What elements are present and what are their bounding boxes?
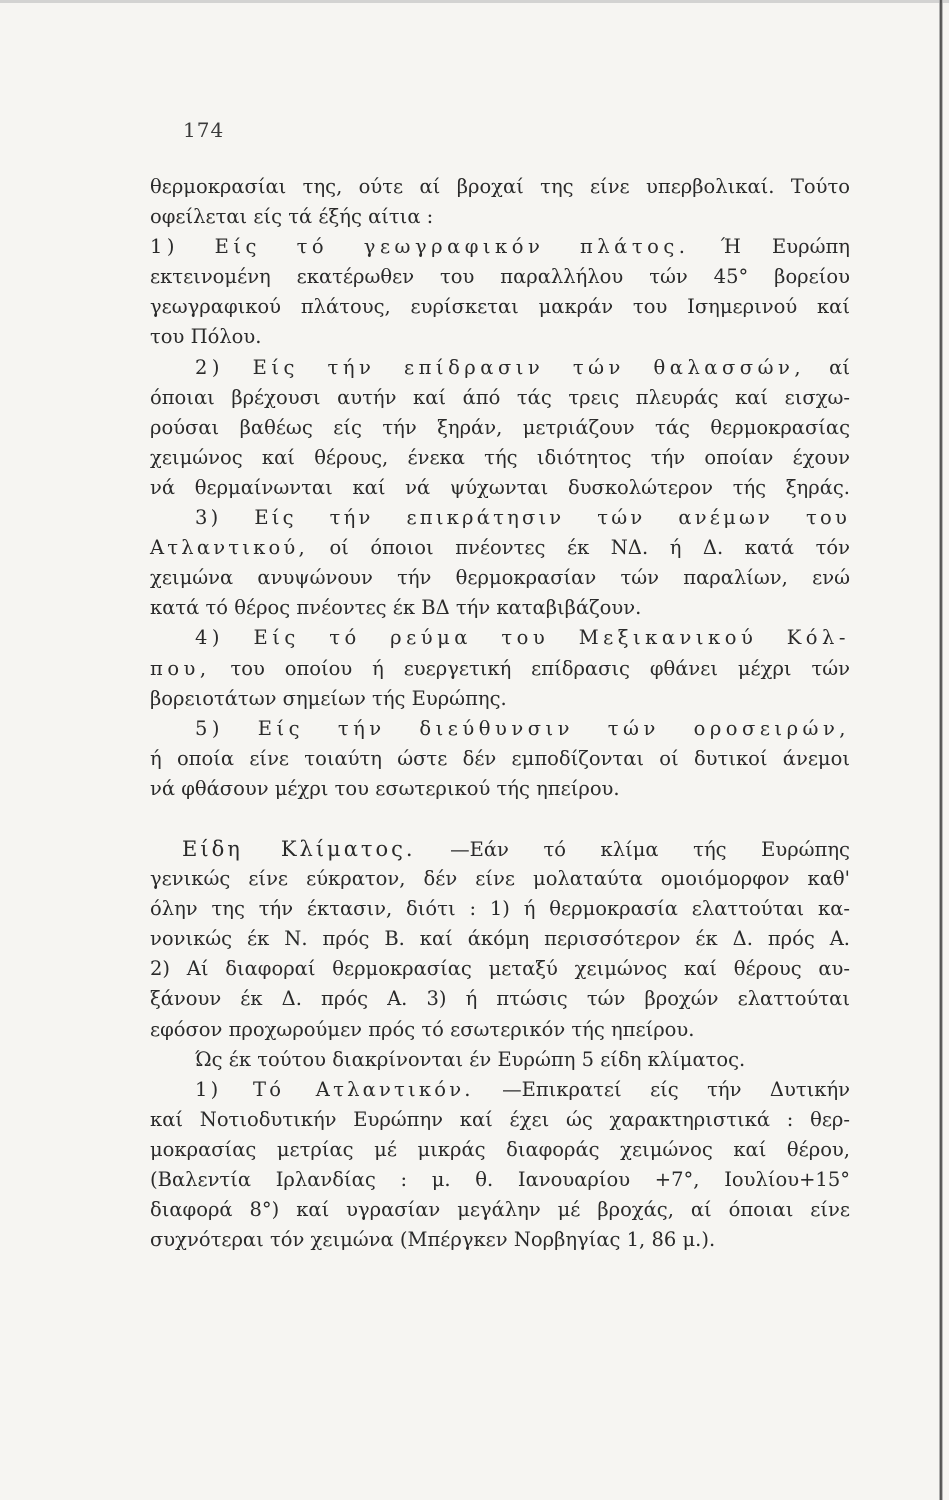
text-line: (Βαλεντία Ιρλανδίας : μ. θ. Ιανουαρίου +7°, Ιουλίου+15° — [150, 1168, 850, 1191]
text-line — [150, 503, 850, 533]
numbered-item-heading: Ατλαντικού, — [150, 536, 308, 560]
text-line: μοκρασίας μετρίας μέ μικράς διαφοράς χειμώνος καί θέρου, — [150, 1137, 850, 1161]
text-fragment: —Εάν τό κλίμα τής Ευρώπης — [450, 837, 850, 861]
numbered-item-heading: 3) Είς τήν επικράτησιν τών ανέμων του — [195, 506, 850, 530]
text-line — [150, 353, 850, 383]
text-line: χειμώνος καί θέρους, ένεκα τής ιδιότητος τήν οποίαν έχουν — [150, 445, 850, 469]
text-line: νά θερμαίνωνται καί νά ψύχωνται δυσκολώτερον τής ξηράς. — [150, 475, 850, 499]
text-line: 2) Αί διαφοραί θερμοκρασίας μεταξύ χειμώνος καί θέρους αυ- — [150, 957, 850, 981]
numbered-item-heading: 2) Είς τήν επίδρασιν τών θαλασσών, — [195, 355, 806, 379]
scan-right-edge — [939, 0, 943, 1500]
text-fragment: αί — [829, 355, 850, 379]
numbered-item-heading: 1) Τό Ατλαντικόν. — [195, 1077, 474, 1101]
text-line: νονικώς έκ Ν. πρός Β. καί άκόμη περισσότερον έκ Δ. πρός Α. — [150, 927, 850, 951]
numbered-item-heading: 4) Είς τό ρεύμα του Μεξικανικού Κόλ- — [195, 626, 850, 650]
text-line: νά φθάσουν μέχρι του εσωτερικού τής ηπείρου. — [150, 776, 620, 800]
text-line: ή οποία είνε τοιαύτη ώστε δέν εμποδίζονται οί δυτικοί άνεμοι — [150, 746, 850, 770]
text-line: γεωγραφικού πλάτους, ευρίσκεται μακράν του Ισημερινού καί — [150, 295, 850, 319]
text-line: Ώς έκ τούτου διακρίνονται έν Ευρώπη 5 είδη κλίματος. — [195, 1047, 746, 1071]
text-line: διαφορά 8°) καί υγρασίαν μεγάλην μέ βροχάς, αί όποιαι είνε — [150, 1198, 850, 1222]
section-heading: Είδη Κλίματος. — [182, 836, 416, 861]
text-line — [150, 834, 850, 864]
text-line: γενικώς είνε εύκρατον, δέν είνε μολαταύτα ομοιόμορφον καθ' — [150, 867, 850, 891]
text-line: ρούσαι βαθέως είς τήν ξηράν, μετριάζουν τάς θερμοκρασίας — [150, 415, 850, 439]
scan-top-edge — [0, 0, 949, 3]
text-line — [150, 1075, 850, 1105]
text-line: εκτεινομένη εκατέρωθεν του παραλλήλου τών 45° βορείου — [150, 265, 850, 289]
text-line: βορειοτάτων σημείων τής Ευρώπης. — [150, 686, 507, 710]
text-fragment: —Επικρατεί είς τήν Δυτικήν — [502, 1077, 850, 1101]
text-line: όλην της τήν έκτασιν, διότι : 1) ή θερμοκρασία ελαττούται κα- — [150, 897, 850, 921]
text-line: χειμώνα ανυψώνουν τήν θερμοκρασίαν τών παραλίων, ενώ — [150, 566, 850, 590]
text-line: καί Νοτιοδυτικήν Ευρώπην καί έχει ώς χαρακτηριστικά : θερ- — [150, 1107, 850, 1131]
text-line: ξάνουν έκ Δ. πρός Α. 3) ή πτώσις τών βροχών ελαττούται — [150, 987, 850, 1011]
text-line: εφόσον προχωρούμεν πρός τό εσωτερικόν τής ηπείρου. — [150, 1017, 695, 1041]
paragraph-gap — [150, 804, 850, 834]
text-line: κατά τό θέρος πνέοντες έκ ΒΔ τήν καταβιβάζουν. — [150, 596, 642, 620]
text-line: του Πόλου. — [150, 325, 262, 349]
page-number: 174 — [183, 118, 225, 142]
text-fragment: Ή Ευρώπη — [720, 235, 850, 259]
text-line — [150, 654, 850, 684]
text-fragment: οί όποιοι πνέοντες έκ ΝΔ. ή Δ. κατά τόν — [329, 536, 850, 560]
text-line: συχνότεραι τόν χειμώνα (Μπέργκεν Νορβηγίας 1, 86 μ.). — [150, 1228, 716, 1252]
text-line: οφείλεται είς τά έξής αίτια : — [150, 205, 434, 229]
numbered-item-heading: 5) Είς τήν διεύθυνσιν τών οροσειρών, — [195, 716, 850, 740]
body-text — [150, 172, 850, 1255]
text-fragment: του οποίου ή ευεργετική επίδρασις φθάνει μέχρι τών — [230, 656, 850, 680]
numbered-item-heading: 1) Είς τό γεωγραφικόν πλάτος. — [150, 235, 690, 259]
text-line: όποιαι βρέχουσι αυτήν καί άπό τάς τρεις πλευράς καί εισχω- — [150, 385, 850, 409]
text-line — [150, 714, 850, 744]
text-line: θερμοκρασίαι της, ούτε αί βροχαί της είνε υπερβολικαί. Τούτο — [150, 175, 850, 198]
text-line — [150, 232, 850, 262]
text-line — [150, 623, 850, 653]
numbered-item-heading: που, — [150, 656, 211, 680]
text-line — [150, 533, 850, 563]
